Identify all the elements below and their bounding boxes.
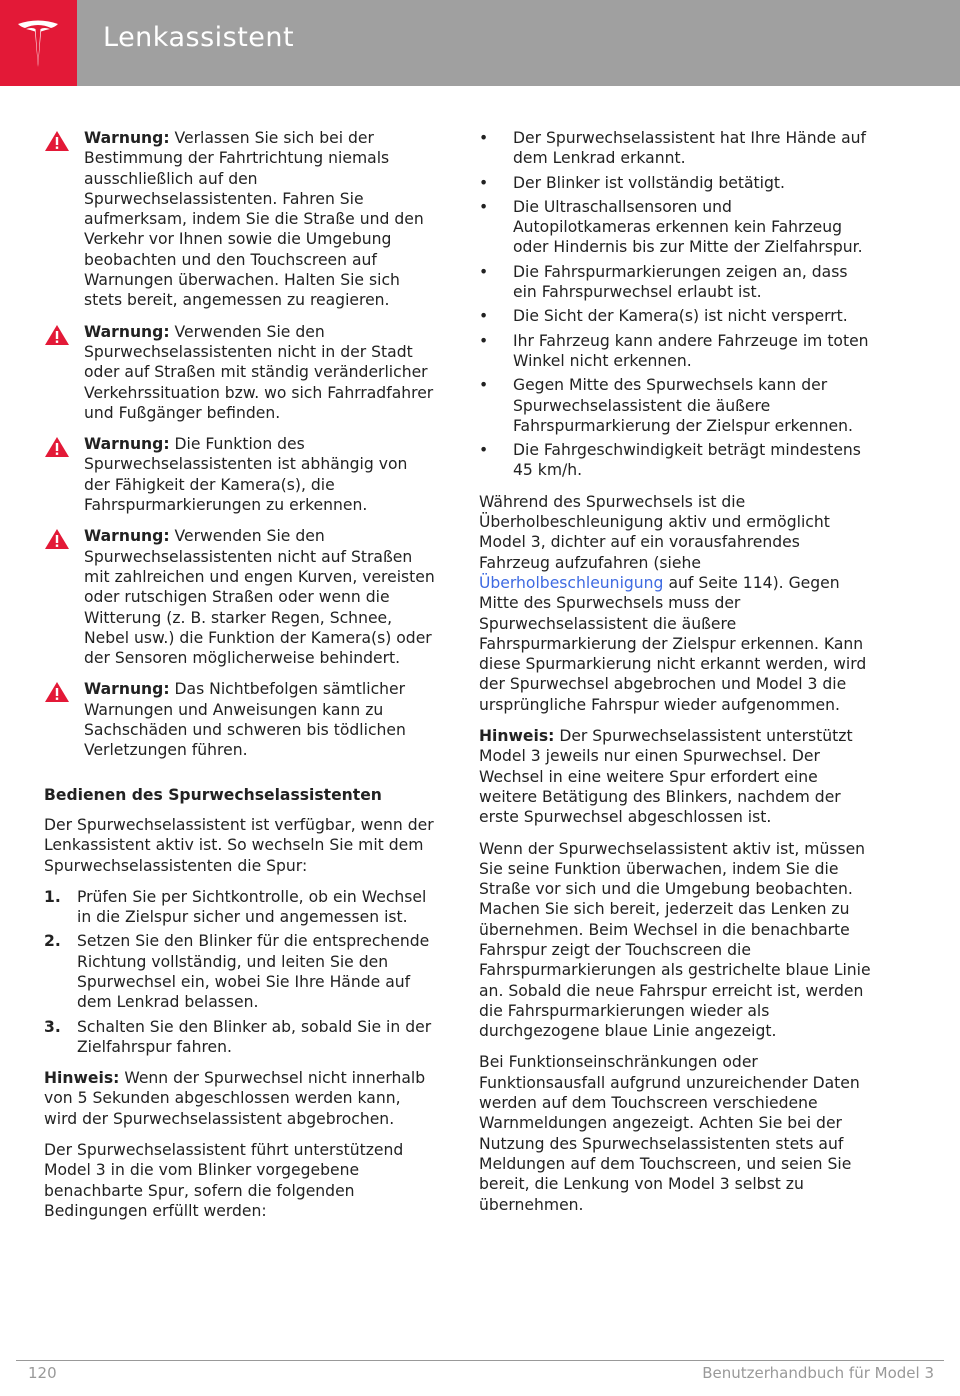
bullet: • [479,262,489,281]
warning-text: Verwenden Sie den Spurwechselassistenten nicht auf Straßen mit zahlreichen und engen Kurven, vereisten oder rutschigen Straßen oder wenn die Witterung (z. B. starker Regen, Schnee, Nebel usw.) die Funktion der Kamera(s) oder der Sensoren möglicherweise behindert. [84,527,435,668]
warning-label: Warnung: [84,129,170,147]
list-item-text: Der Blinker ist vollständig betätigt. [513,173,785,192]
list-item [479,306,874,326]
note-paragraph [44,1068,436,1129]
warning-1 [44,128,436,311]
monitoring-paragraph: Wenn der Spurwechselassistent aktiv ist, müssen Sie seine Funktion überwachen, indem Sie die Straße vor sich und die Umgebung beobachten. Machen Sie sich bereit, jederzeit das Lenken zu übernehmen. Beim Wechsel in die benachbarte Fahrspur zeigt der Touchscreen die Fahrspurmarkierungen als gestrichelte blaue Linie an. Sobald die neue Fahrspur erreicht ist, werden die Fahrspurmarkierungen wieder als durchgezogene blaue Linie angezeigt. [479,839,871,1041]
page-number: 120 [28,1364,57,1382]
list-item [479,440,874,481]
list-item [479,375,874,436]
step-item [44,887,436,928]
bullet: • [479,331,489,350]
step-text: Schalten Sie den Blinker ab, sobald Sie in der Zielfahrspur fahren. [77,1017,432,1056]
warning-triangle-icon [44,130,70,152]
warning-2 [44,322,436,423]
bullet: • [479,129,489,147]
warning-text: Verlassen Sie sich bei der Bestimmung der Fahrtrichtung niemals ausschließlich auf den Spurwechselassistenten. Fahren Sie aufmerksam, indem Sie die Straße und den Verkehr vor Ihnen sowie die Umgebung beobachten und den Touchscreen auf Warnungen überwachen. Halten Sie sich stets bereit, angemessen zu reagieren. [84,129,424,310]
step-item [44,1017,436,1058]
list-item-text: Die Fahrspurmarkierungen zeigen an, dass ein Fahrspurwechsel erlaubt ist. [513,262,848,302]
ueberholbeschleunigung-link[interactable]: Überholbeschleunigung [479,573,664,592]
conditions-list [479,128,874,481]
warning-triangle-icon [44,528,70,550]
list-item [479,128,874,169]
list-item-text: Ihr Fahrzeug kann andere Fahrzeuge im toten Winkel nicht erkennen. [513,331,869,370]
warning-label: Warnung: [84,527,170,546]
step-text: Prüfen Sie per Sichtkontrolle, ob ein Wechsel in die Zielspur sicher und angemessen ist. [77,887,427,927]
tesla-logo-icon [14,18,62,68]
section-heading: Bedienen des Spurwechselassistenten [44,785,382,804]
bullet: • [479,307,489,326]
list-item-text: Die Ultraschallsensoren und Autopilotkameras erkennen kein Fahrzeug oder Hindernis bis zur Mitte der Zielfahrspur. [513,197,863,257]
limitations-paragraph: Bei Funktionseinschränkungen oder Funktionsausfall aufgrund unzureichender Daten werden auf dem Touchscreen verschiedene Warnmeldungen angezeigt. Achten Sie bei der Nutzung des Spurwechselassistenten stets auf Meldungen auf dem Touchscreen, und seien Sie bereit, die Lenkung von Model 3 selbst zu übernehmen. [479,1053,860,1214]
list-item-text: Gegen Mitte des Spurwechsels kann der Spurwechselassistent die äußere Fahrspurmarkierung der Zielspur erkennen. [513,376,853,435]
note-paragraph [479,726,874,827]
intro-paragraph: Der Spurwechselassistent ist verfügbar, wenn der Lenkassistent aktiv ist. So wechseln Sie mit dem Spurwechselassistenten die Spur: [44,815,434,875]
warning-text: Verwenden Sie den Spurwechselassistenten nicht in der Stadt oder auf Straßen mit ständig veränderlicher Verkehrssituation bzw. wo sich Fahrradfahrer und Fußgänger befinden. [84,322,434,422]
list-item [479,331,874,372]
left-column [44,128,436,1232]
warning-4 [44,526,436,668]
note-text: Wenn der Spurwechsel nicht innerhalb von 5 Sekunden abgeschlossen werden kann, wird der Spurwechselassistent abgebrochen. [44,1069,426,1128]
list-item-text: Der Spurwechselassistent hat Ihre Hände auf dem Lenkrad erkannt. [513,129,866,168]
warning-label: Warnung: [84,680,170,699]
list-item-text: Die Fahrgeschwindigkeit beträgt mindestens 45 km/h. [513,441,861,480]
warning-text: Die Funktion des Spurwechselassistenten ist abhängig von der Fähigkeit der Kamera(s), die Fahrspurmarkierungen zu erkennen. [84,435,408,515]
warning-text: Das Nichtbefolgen sämtlicher Warnungen und Anweisungen kann zu Sachschäden und schweren bis tödlichen Verletzungen führen. [84,680,406,760]
step-number: 2. [44,932,61,951]
bullet: • [479,441,489,460]
list-item-text: Die Sicht der Kamera(s) ist nicht versperrt. [513,307,848,326]
header-bar [0,0,960,86]
paragraph-text: auf Seite 114). Gegen Mitte des Spurwechsels muss der Spurwechselassistent die äußere Fahrspurmarkierung der Zielspur erkennen. Kann diese Spurmarkierung nicht erkannt werden, wird der Spurwechsel abgebrochen und Model 3 die ursprüngliche Fahrspur wieder aufgenommen. [479,573,867,714]
step-text: Setzen Sie den Blinker für die entsprechende Richtung vollständig, und leiten Sie den Spurwechsel ein, wobei Sie Ihre Hände auf dem Lenkrad belassen. [77,932,430,1012]
warning-label: Warnung: [84,435,170,454]
lane-change-paragraph [479,492,874,715]
list-item [479,197,874,258]
steps-list [44,887,436,1057]
manual-title: Benutzerhandbuch für Model 3 [702,1364,934,1382]
page-title: Lenkassistent [103,22,295,53]
tesla-logo [0,0,77,86]
bullet: • [479,376,489,395]
warning-label: Warnung: [84,322,170,341]
warning-triangle-icon [44,436,70,458]
step-number: 1. [44,887,61,906]
list-item [479,173,874,193]
bullet: • [479,197,489,216]
note-text: Der Spurwechselassistent unterstützt Model 3 jeweils nur einen Spurwechsel. Der Wechsel in eine weitere Spur erfordert eine weitere Betätigung des Blinkers, nachdem der erste Spurwechsel abgeschlossen ist. [479,727,853,827]
bullet: • [479,173,489,192]
warning-triangle-icon [44,324,70,346]
warning-triangle-icon [44,681,70,703]
paragraph-text: Während des Spurwechsels ist die Überholbeschleunigung aktiv und ermöglicht Model 3, dichter auf ein vorausfahrendes Fahrzeug aufzufahren (siehe [479,492,830,572]
right-column [479,128,874,1226]
footer-divider [16,1360,944,1361]
warning-3 [44,434,436,515]
note-label: Hinweis: [479,727,555,746]
list-item [479,262,874,303]
warning-5 [44,679,436,760]
step-item [44,931,436,1012]
step-number: 3. [44,1017,61,1036]
closing-paragraph: Der Spurwechselassistent führt unterstützend Model 3 in die vom Blinker vorgegebene benachbarte Spur, sofern die folgenden Bedingungen erfüllt werden: [44,1141,404,1220]
note-label: Hinweis: [44,1069,120,1088]
